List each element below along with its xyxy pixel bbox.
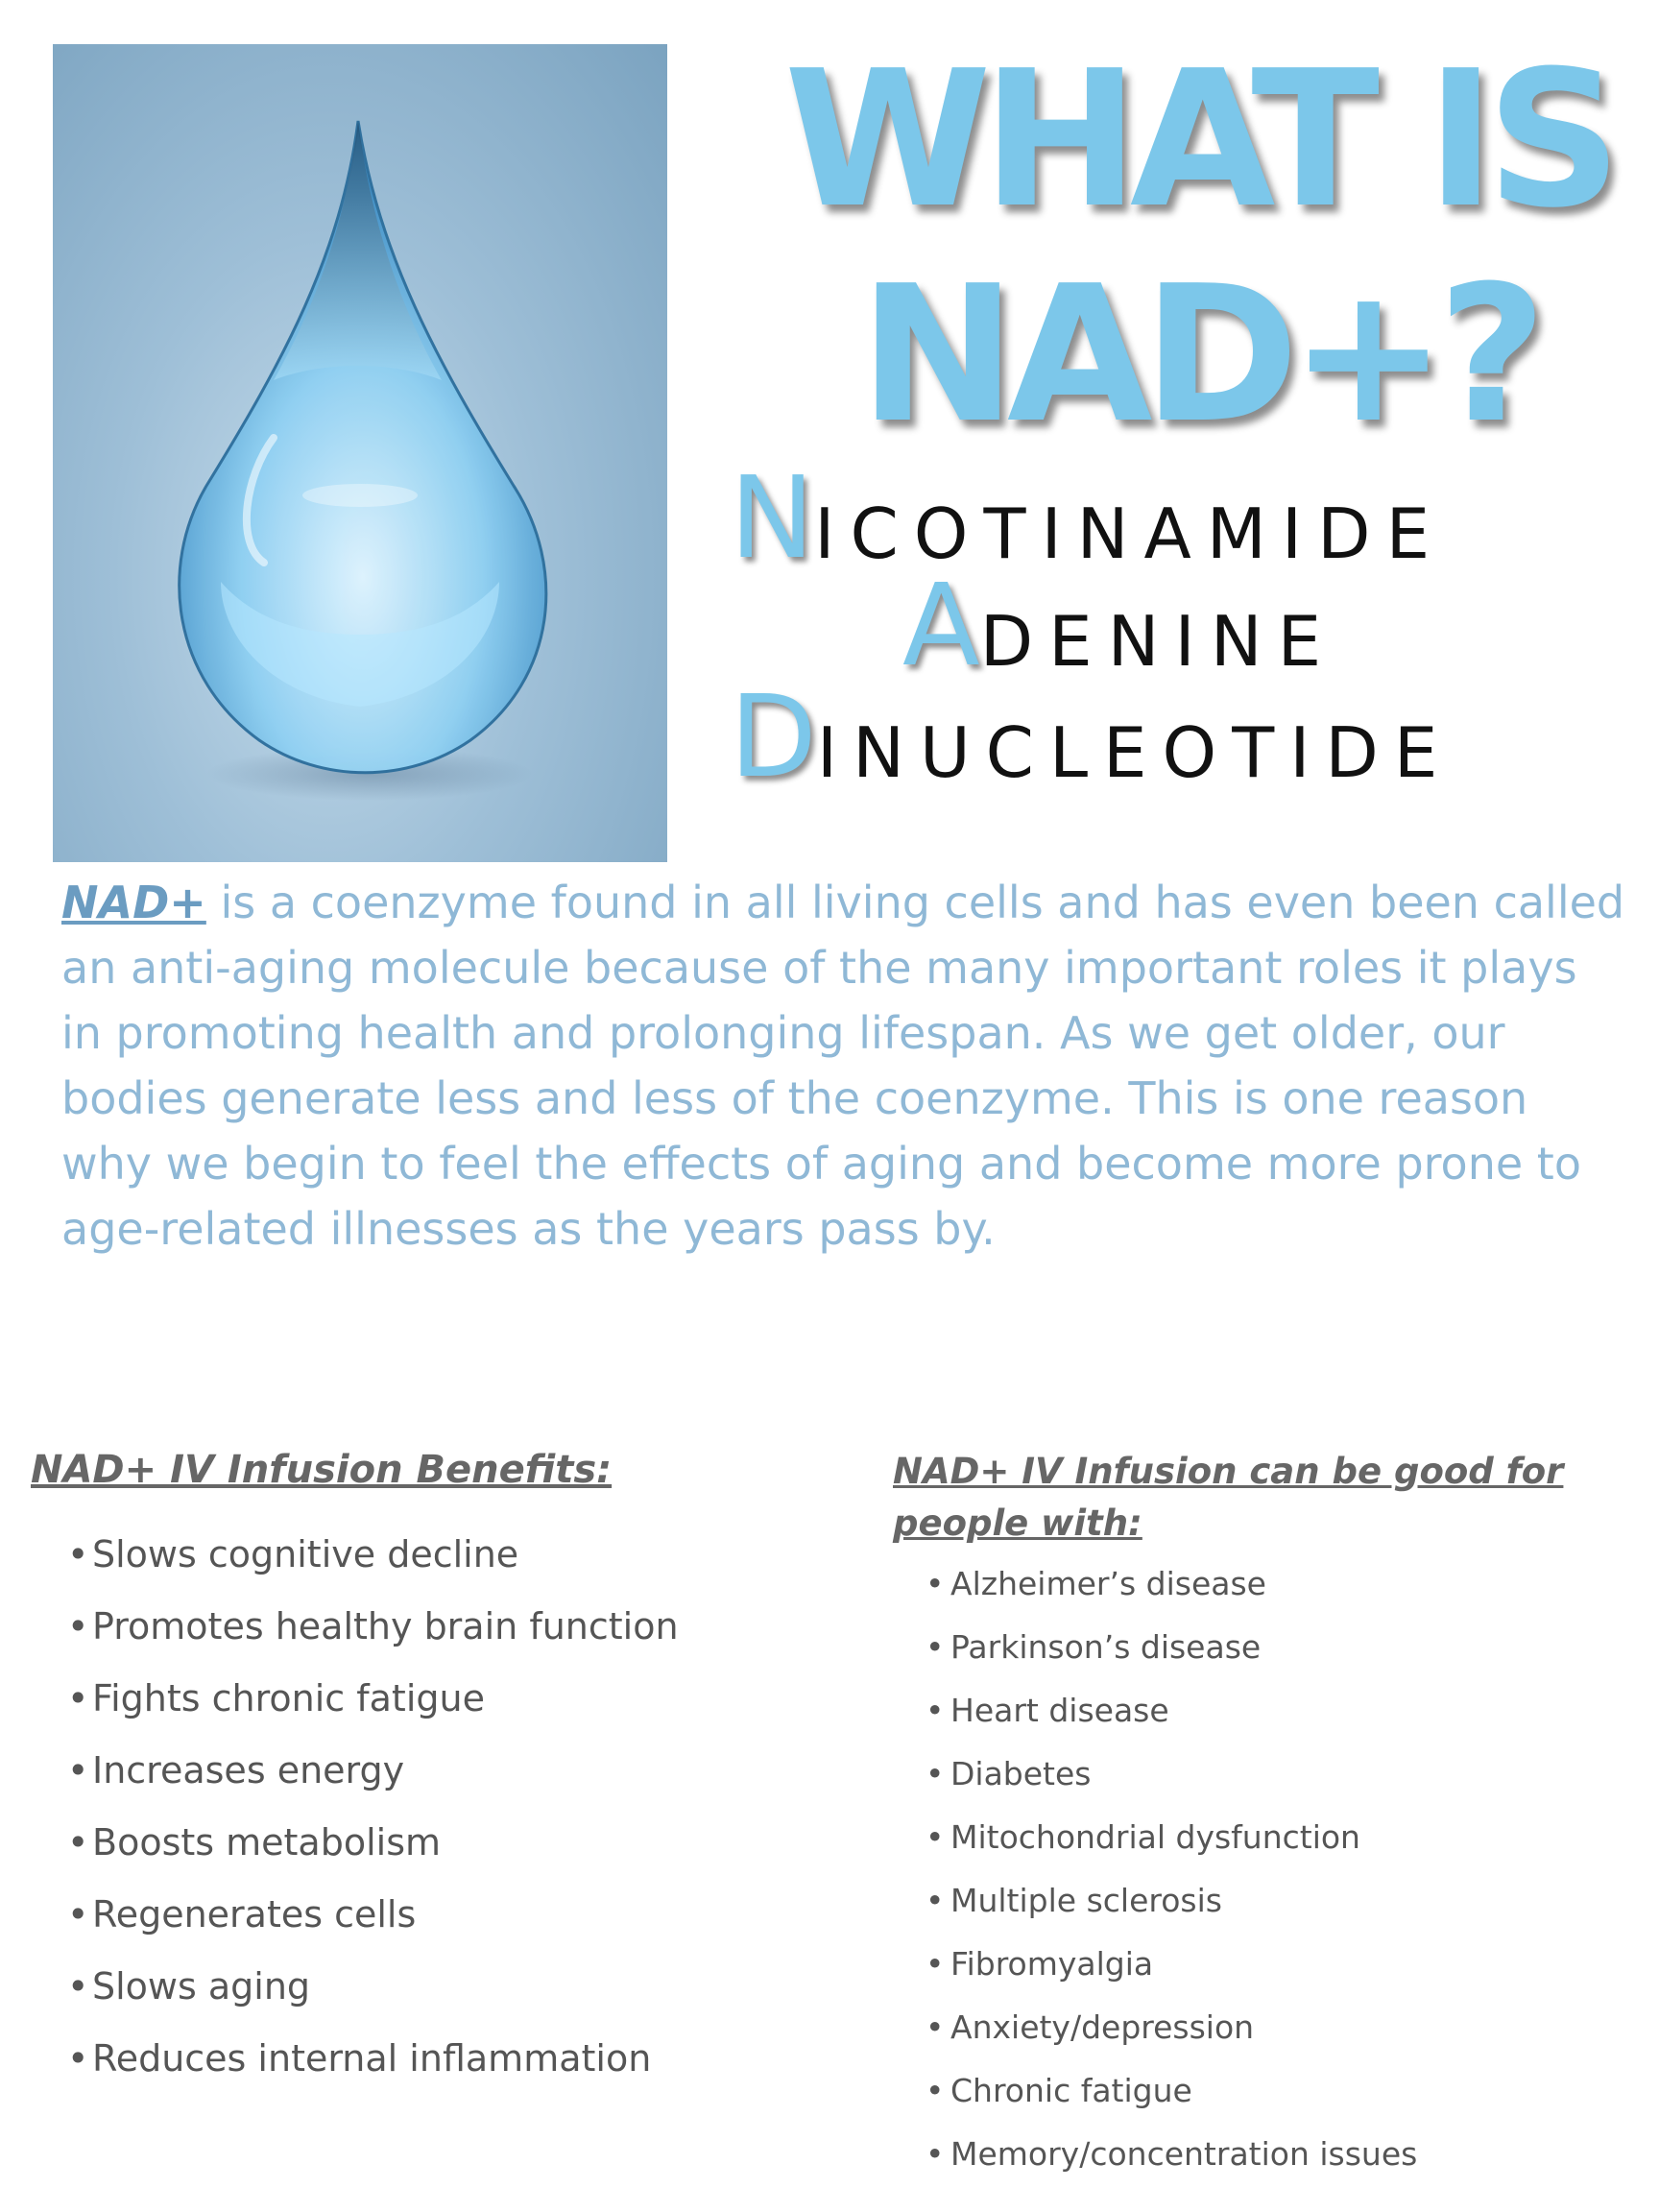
list-item: • Memory/concentration issues: [922, 2123, 1632, 2186]
good-for-list: [922, 1552, 1632, 2186]
list-item: • Fibromyalgia: [922, 1933, 1632, 1996]
acronym-initial: N: [730, 451, 815, 584]
list-item: • Diabetes: [922, 1743, 1632, 1806]
water-drop-image: [53, 44, 667, 862]
list-item: • Alzheimer’s disease: [922, 1552, 1632, 1616]
list-item: • Boosts metabolism: [63, 1807, 831, 1879]
acronym-row-dinucleotide: [730, 670, 1651, 803]
list-item: • Slows aging: [63, 1951, 831, 2023]
acronym-word: ICOTINAMIDE: [814, 493, 1446, 574]
list-item: • Heart disease: [922, 1679, 1632, 1743]
list-item: • Multiple sclerosis: [922, 1869, 1632, 1933]
intro-paragraph: [61, 870, 1626, 1262]
acronym-row-nicotinamide: [730, 451, 1651, 584]
acronym-word: DENINE: [979, 601, 1337, 682]
list-item: • Increases energy: [63, 1735, 831, 1807]
list-item: • Chronic fatigue: [922, 2059, 1632, 2123]
water-drop-icon: [53, 44, 667, 862]
acronym-initial: A: [902, 559, 980, 691]
list-item: • Promotes healthy brain function: [63, 1591, 831, 1663]
acronym-word: INUCLEOTIDE: [816, 712, 1454, 793]
benefits-heading: NAD+ IV Infusion Benefits:: [31, 1448, 613, 1492]
benefits-list: [63, 1519, 831, 2095]
intro-text: is a coenzyme found in all living cells and has even been called an anti-aging molecule because of the many important roles it plays in promoting health and prolonging lifespan. As we get older, our bodies generate less and less of the coenzyme. This is one reason why we begin to feel the effects of aging and become more prone to age-related illnesses as the years pass by.: [61, 877, 1625, 1255]
list-item: • Slows cognitive decline: [63, 1519, 831, 1591]
acronym-initial: D: [730, 670, 817, 803]
list-item: • Regenerates cells: [63, 1879, 831, 1951]
page-title-line-1: WHAT IS: [783, 31, 1613, 250]
intro-lead-term: NAD+: [61, 877, 206, 928]
list-item: • Reduces internal inflammation: [63, 2023, 831, 2095]
list-item: • Mitochondrial dysfunction: [922, 1806, 1632, 1869]
acronym-row-adenine: [902, 559, 1659, 691]
list-item: • Anxiety/depression: [922, 1996, 1632, 2059]
page-title-line-2: NAD+?: [858, 246, 1538, 465]
list-item: • Parkinson’s disease: [922, 1616, 1632, 1679]
list-item: • Fights chronic fatigue: [63, 1663, 831, 1735]
good-for-heading: NAD+ IV Infusion can be good for people with:: [893, 1451, 1564, 1544]
